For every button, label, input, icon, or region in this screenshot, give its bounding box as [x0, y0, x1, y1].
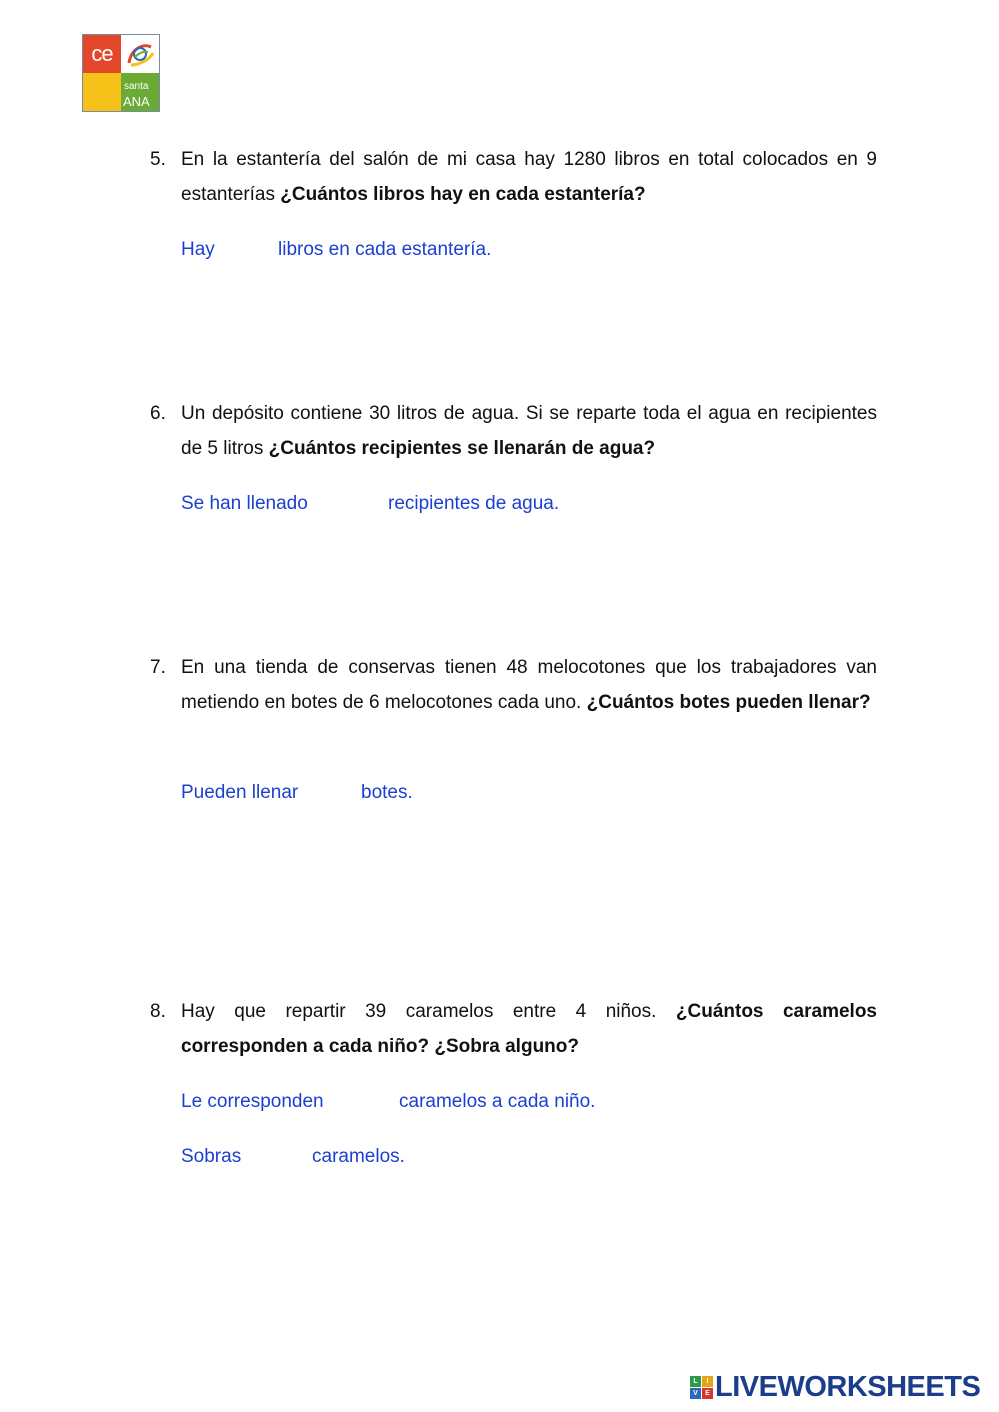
question-number: 5. [150, 149, 166, 170]
logo-ana-text: ANA [123, 94, 150, 109]
answer-5-tail: libros en cada estantería. [278, 239, 492, 260]
question-statement: En la estantería del salón de mi casa hay 1280 libros en total colocados en 9 estanterías [181, 149, 877, 205]
question-text [181, 396, 877, 466]
answer-7-lead: Pueden llenar [181, 782, 299, 803]
liveworksheets-logo [690, 1372, 988, 1402]
question-text [181, 142, 877, 212]
logo-yellow-tile [83, 73, 121, 111]
live-badge-icon [690, 1376, 714, 1400]
logo-ce-tile: ce [83, 35, 121, 73]
question-prompt: ¿Cuántos recipientes se llenarán de agua? [268, 438, 656, 459]
question-text [181, 650, 877, 720]
question-number: 8. [150, 1001, 166, 1022]
answer-8b-lead: Sobras [181, 1146, 242, 1167]
badge-letter-l: L [690, 1376, 701, 1387]
question-statement: En una tienda de conservas tienen 48 melocotones que los trabajadores van metiendo en botes de 6 melocotones cada uno. [181, 657, 877, 713]
answer-5-lead: Hay [181, 239, 215, 260]
badge-letter-e: E [702, 1388, 713, 1399]
answer-6-tail: recipientes de agua. [388, 493, 560, 514]
liveworksheets-wordmark: LIVEWORKSHEETS [715, 1371, 981, 1403]
answer-7-tail: botes. [361, 782, 413, 803]
question-statement: Un depósito contiene 30 litros de agua. Si se reparte toda el agua en recipientes de 5 litros [181, 403, 877, 459]
logo-santa-text: santa [124, 81, 149, 92]
school-logo [82, 34, 160, 112]
logo-santa-ana-tile [121, 73, 159, 111]
question-prompt: ¿Cuántos libros hay en cada estantería? [280, 184, 646, 205]
question-prompt: ¿Cuántos caramelos corresponden a cada niño? ¿Sobra alguno? [181, 1001, 877, 1057]
question-number: 7. [150, 657, 166, 678]
question-prompt: ¿Cuántos botes pueden llenar? [586, 692, 871, 713]
answer-8a-lead: Le corresponden [181, 1091, 324, 1112]
question-number: 6. [150, 403, 166, 424]
answer-8a-tail: caramelos a cada niño. [399, 1091, 596, 1112]
question-6 [150, 396, 877, 466]
question-text [181, 994, 877, 1064]
question-statement: Hay que repartir 39 caramelos entre 4 niños. [181, 1001, 657, 1022]
badge-letter-i: I [702, 1376, 713, 1387]
question-5 [150, 142, 877, 212]
answer-6-lead: Se han llenado [181, 493, 308, 514]
question-7 [150, 650, 877, 720]
answer-8b-tail: caramelos. [312, 1146, 405, 1167]
badge-letter-v: V [690, 1388, 701, 1399]
logo-emblem-icon [121, 35, 159, 73]
question-8 [150, 994, 877, 1064]
